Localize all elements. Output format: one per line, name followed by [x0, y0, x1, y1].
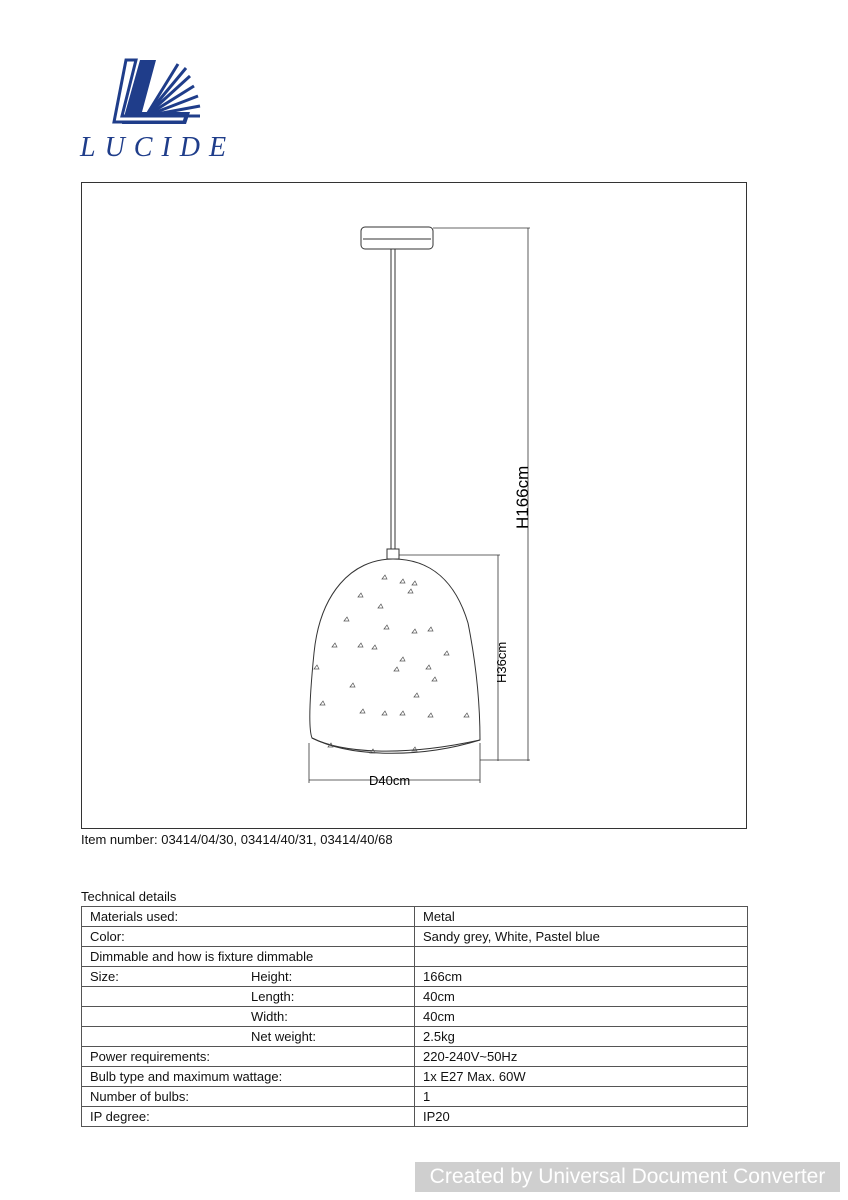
table-row	[82, 1087, 748, 1107]
spec-value: 2.5kg	[415, 1027, 748, 1047]
spec-sublabel: Height:	[243, 967, 415, 987]
spec-sublabel: Net weight:	[243, 1027, 415, 1047]
item-number-line	[81, 832, 393, 847]
spec-value: 166cm	[415, 967, 748, 987]
shade-height-label: H36cm	[494, 641, 509, 683]
spec-value	[415, 947, 748, 967]
spec-value: 1x E27 Max. 60W	[415, 1067, 748, 1087]
spec-sublabel	[243, 907, 415, 927]
diameter-label: D40cm	[369, 773, 411, 788]
spec-label: Color:	[82, 927, 244, 947]
spec-value: IP20	[415, 1107, 748, 1127]
table-row	[82, 927, 748, 947]
brand-wordmark: LUCIDE	[80, 132, 236, 163]
total-height-label: H166cm	[513, 465, 532, 529]
spec-sublabel	[243, 1087, 415, 1107]
ceiling-canopy	[361, 227, 433, 249]
lamp-shade	[310, 559, 480, 753]
spec-value: 40cm	[415, 1007, 748, 1027]
table-row	[82, 1027, 748, 1047]
table-row	[82, 1007, 748, 1027]
spec-value: 220-240V~50Hz	[415, 1047, 748, 1067]
spec-sublabel	[243, 1107, 415, 1127]
spec-label	[82, 1027, 244, 1047]
technical-details-title: Technical details	[81, 889, 177, 904]
spec-label: Bulb type and maximum wattage:	[82, 1067, 415, 1087]
technical-details-table	[81, 906, 748, 1127]
table-row	[82, 947, 748, 967]
table-row	[82, 1067, 748, 1087]
converter-watermark: Created by Universal Document Converter	[415, 1162, 840, 1192]
spec-label: Size:	[82, 967, 244, 987]
spec-value: 40cm	[415, 987, 748, 1007]
suspension-cord	[387, 249, 399, 559]
item-number-label: Item number:	[81, 832, 158, 847]
spec-value: Metal	[415, 907, 748, 927]
spec-label: Materials used:	[82, 907, 244, 927]
table-row	[82, 907, 748, 927]
table-row	[82, 1047, 748, 1067]
spec-label	[82, 987, 244, 1007]
table-row	[82, 967, 748, 987]
spec-value: Sandy grey, White, Pastel blue	[415, 927, 748, 947]
table-row	[82, 1107, 748, 1127]
spec-label: Power requirements:	[82, 1047, 244, 1067]
spec-label	[82, 1007, 244, 1027]
technical-drawing	[81, 182, 747, 829]
spec-sublabel	[243, 927, 415, 947]
spec-value: 1	[415, 1087, 748, 1107]
spec-label: IP degree:	[82, 1107, 244, 1127]
spec-sublabel	[243, 1047, 415, 1067]
table-row	[82, 987, 748, 1007]
spec-sublabel: Length:	[243, 987, 415, 1007]
item-number-values: 03414/04/30, 03414/40/31, 03414/40/68	[161, 832, 393, 847]
spec-sublabel: Width:	[243, 1007, 415, 1027]
spec-label: Dimmable and how is fixture dimmable	[82, 947, 415, 967]
spec-label: Number of bulbs:	[82, 1087, 244, 1107]
